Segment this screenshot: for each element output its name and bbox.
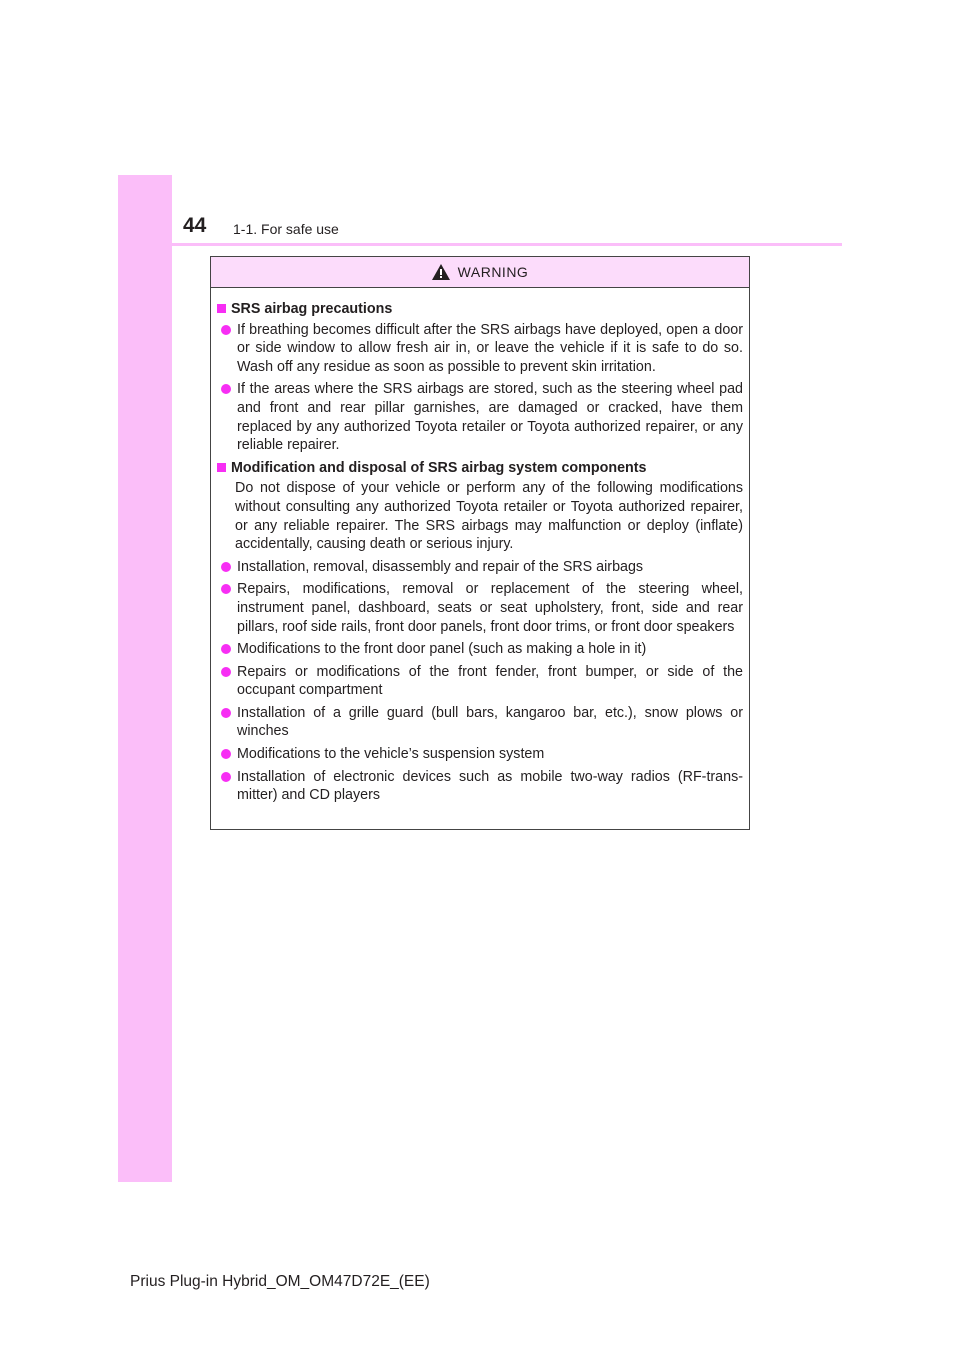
square-bullet-icon [217,304,226,313]
page-number: 44 [183,214,207,237]
list-item: Modifications to the vehicle’s suspension system [221,745,743,764]
round-bullet-icon [221,667,231,677]
round-bullet-icon [221,584,231,594]
warning-box [210,256,750,830]
section-heading-modification-disposal: Modification and disposal of SRS airbag system components [217,459,743,478]
list-item: Repairs or modifications of the front fender, front bumper, or side of the occupant compartment [221,663,743,700]
list-item: Modifications to the front door panel (such as making a hole in it) [221,640,743,659]
round-bullet-icon [221,772,231,782]
square-bullet-icon [217,463,226,472]
section-intro-paragraph: Do not dispose of your vehicle or perform any of the following modifications without consulting any authorized Toyota retailer or Toyota authorized repairer, or any reliable repairer. The SRS airbags may malfunction or deploy (inflate) accidentally, causing death or serious injury. [235,480,743,553]
list-item: Installation of electronic devices such as mobile two-way radios (RF-trans-mitter) and CD players [221,768,743,805]
list-item: Installation, removal, disassembly and repair of the SRS airbags [221,558,743,577]
round-bullet-icon [221,325,231,335]
warning-header [211,257,749,288]
header-rule [118,243,842,246]
round-bullet-icon [221,749,231,759]
round-bullet-icon [221,708,231,718]
section-heading-srs-precautions: SRS airbag precautions [217,300,743,319]
list-item: If the areas where the SRS airbags are stored, such as the steering wheel pad and front and rear pillar garnishes, are damaged or cracked, have them replaced by any authorized Toyota retailer or Toyota authorized repairer, or any reliable repairer. [221,380,743,454]
round-bullet-icon [221,384,231,394]
round-bullet-icon [221,644,231,654]
list-item: Installation of a grille guard (bull bars, kangaroo bar, etc.), snow plows or winches [221,704,743,741]
warning-title: WARNING [457,264,529,280]
section-title: 1-1. For safe use [233,221,339,237]
warning-body [211,288,749,805]
list-item: Repairs, modifications, removal or replacement of the steering wheel, instrument panel, dashboard, seats or seat upholstery, front, side and rear pillars, roof side rails, front door panels, front door trims, or front door speakers [221,580,743,636]
side-color-band [118,175,172,1182]
round-bullet-icon [221,562,231,572]
footer-document-id: Prius Plug-in Hybrid_OM_OM47D72E_(EE) [130,1273,430,1290]
list-item: If breathing becomes difficult after the SRS airbags have deployed, open a door or side window to allow fresh air in, or leave the vehicle if it is safe to do so. Wash off any residue as soon as possible to prevent skin irritation. [221,321,743,377]
warning-triangle-icon [432,264,450,280]
